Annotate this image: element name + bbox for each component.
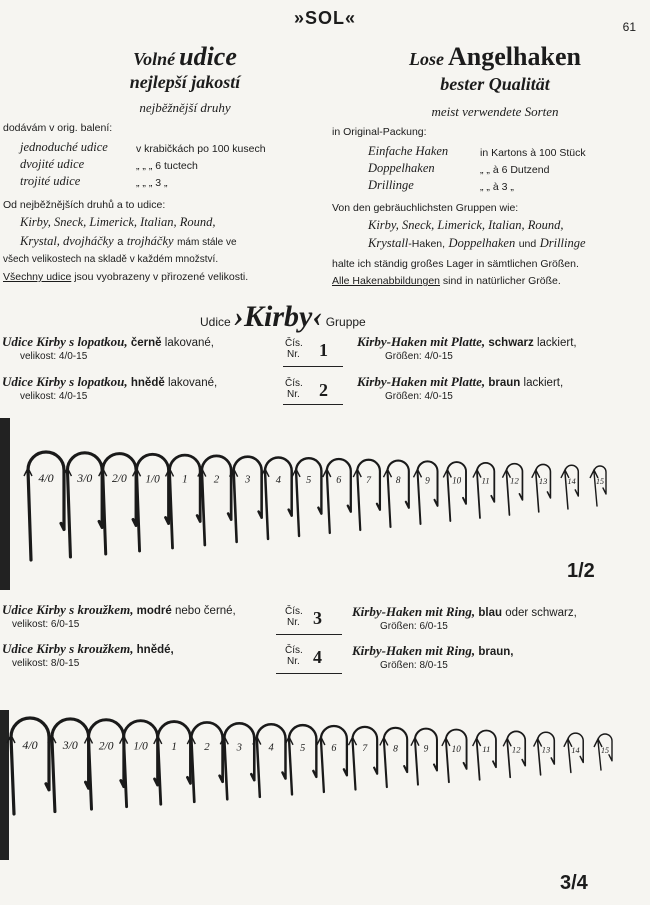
hook-size-label: 15 bbox=[601, 746, 609, 755]
product-1-cs-size: velikost: 4/0-15 bbox=[20, 351, 88, 362]
hook-7 bbox=[353, 460, 380, 530]
nr-label-cs: Čís. bbox=[285, 606, 303, 617]
kirby-label-left: Udice bbox=[200, 315, 231, 329]
hook-15 bbox=[590, 466, 606, 506]
panel-edge-strip bbox=[0, 710, 9, 860]
product-3-de-size: Größen: 6/0-15 bbox=[380, 621, 448, 632]
nr-number: 3 bbox=[313, 608, 322, 628]
hook-shape bbox=[158, 722, 191, 805]
nr-number: 2 bbox=[319, 380, 328, 400]
de-note-underlined: Alle Hakenabbildungen bbox=[332, 275, 440, 287]
hook-8 bbox=[380, 728, 407, 787]
cs-row-3-item: trojité udice bbox=[20, 174, 81, 188]
cs-row-3-text: „ „ „ 3 „ bbox=[136, 177, 168, 189]
de-note bbox=[332, 275, 561, 287]
hook-1 bbox=[154, 722, 191, 805]
hook-shape bbox=[224, 723, 254, 799]
product-4-cs-name: Udice Kirby s kroužkem, bbox=[2, 641, 134, 656]
hook-shape bbox=[202, 456, 231, 545]
product-2-de-size: Größen: 4/0-15 bbox=[385, 391, 453, 402]
product-3-cs-name: Udice Kirby s kroužkem, bbox=[2, 602, 134, 617]
hook-shape bbox=[11, 718, 49, 814]
hook-shape bbox=[536, 464, 551, 512]
hook-shape bbox=[170, 455, 201, 548]
hook-size-label: 11 bbox=[482, 744, 491, 755]
product-2-nr bbox=[283, 378, 343, 414]
cs-subtitle: nejlepší jakostí bbox=[129, 72, 241, 92]
nr-rule bbox=[283, 366, 343, 367]
hook-15 bbox=[594, 734, 612, 770]
product-2-de-color: braun bbox=[488, 377, 521, 389]
hook-shape bbox=[477, 463, 494, 518]
product-3-cs-finish: nebo černé, bbox=[175, 605, 236, 617]
cs-supply-line: dodávám v orig. balení: bbox=[3, 122, 113, 134]
product-2-cs bbox=[2, 374, 217, 390]
hook-6 bbox=[323, 459, 351, 533]
de-groups-1: Kirby, Sneck, Limerick, Italian, Round, bbox=[368, 218, 564, 232]
de-row-1-item: Einfache Haken bbox=[368, 144, 449, 158]
de-title bbox=[340, 42, 650, 72]
cs-title bbox=[60, 42, 310, 72]
hook-shape bbox=[446, 730, 467, 783]
product-2-de-finish: lackiert, bbox=[523, 377, 564, 389]
product-1-de-name: Kirby-Haken mit Platte, bbox=[357, 334, 486, 349]
hook-3-0 bbox=[63, 453, 102, 557]
product-4-nr bbox=[283, 645, 343, 681]
product-4-cs-size: velikost: 8/0-15 bbox=[12, 658, 80, 669]
hook-shape bbox=[103, 454, 136, 554]
hook-7 bbox=[348, 727, 377, 790]
hook-shape bbox=[384, 728, 407, 787]
hook-13 bbox=[532, 464, 551, 512]
hook-10 bbox=[442, 730, 467, 783]
hook-8 bbox=[383, 461, 408, 527]
product-2-cs-name: Udice Kirby s lopatkou, bbox=[2, 374, 128, 389]
hook-size-label: 2 bbox=[213, 473, 220, 486]
scale-label-2: 3/4 bbox=[560, 872, 588, 894]
product-1-cs-color: černě bbox=[130, 337, 162, 349]
hook-shape bbox=[357, 460, 380, 530]
cs-title-a: Volné bbox=[133, 49, 176, 69]
hook-size-label: 6 bbox=[331, 743, 337, 754]
de-groups-2-e: Drillinge bbox=[539, 236, 586, 250]
hook-11 bbox=[473, 730, 496, 779]
product-4-cs-color: hnědé, bbox=[136, 644, 174, 656]
hook-size-label: 14 bbox=[571, 745, 580, 755]
product-3-de-name: Kirby-Haken mit Ring, bbox=[352, 604, 476, 619]
hook-shape bbox=[321, 726, 347, 792]
cs-groups-2-and: a bbox=[117, 236, 124, 248]
de-tagline: meist verwendete Sorten bbox=[431, 104, 559, 119]
cs-note-underlined: Všechny udice bbox=[3, 271, 72, 283]
product-1-cs bbox=[2, 334, 214, 350]
hook-14 bbox=[564, 733, 583, 772]
hook-shape bbox=[52, 719, 89, 812]
hook-size-label: 4/0 bbox=[22, 738, 38, 752]
de-note-rest: sind in natürlicher Größe. bbox=[442, 275, 561, 287]
de-row-2-text: „ „ à 6 Dutzend bbox=[480, 164, 550, 176]
product-3-cs-size: velikost: 6/0-15 bbox=[12, 619, 80, 630]
hook-2-0 bbox=[99, 454, 136, 554]
product-3-de-color: blau bbox=[478, 607, 502, 619]
cs-row-2-text: „ „ „ 6 tuctech bbox=[136, 160, 198, 172]
product-2-cs-size: velikost: 4/0-15 bbox=[20, 391, 88, 402]
hook-panel-2 bbox=[0, 700, 650, 900]
hook-size-label: 8 bbox=[395, 475, 401, 487]
nr-label-cs: Čís. bbox=[285, 378, 303, 389]
hook-shape bbox=[257, 724, 286, 797]
hook-size-label: 2/0 bbox=[112, 473, 127, 486]
nr-label-de: Nr. bbox=[287, 617, 300, 628]
hook-shape bbox=[387, 461, 408, 527]
hook-size-label: 3/0 bbox=[62, 739, 78, 753]
hook-size-label: 4/0 bbox=[38, 471, 54, 485]
nr-label-de: Nr. bbox=[287, 349, 300, 360]
product-3-de-finish: oder schwarz, bbox=[505, 607, 577, 619]
hook-size-label: 5 bbox=[306, 474, 312, 486]
product-1-de-finish: lackiert, bbox=[536, 337, 577, 349]
product-2-cs-finish: lakované, bbox=[167, 377, 218, 389]
hook-shape bbox=[506, 464, 522, 515]
product-4-de-name: Kirby-Haken mit Ring, bbox=[352, 643, 476, 658]
nr-number: 1 bbox=[319, 340, 328, 360]
hook-shape bbox=[352, 727, 377, 790]
hook-shape bbox=[67, 453, 102, 557]
hook-4 bbox=[253, 724, 286, 797]
hook-size-label: 4 bbox=[268, 742, 274, 754]
de-groups-2-b: -Haken, bbox=[408, 238, 446, 250]
product-1-de-color: schwarz bbox=[488, 337, 534, 349]
de-groups-2-c: Doppelhaken bbox=[448, 236, 516, 250]
hook-3 bbox=[230, 457, 262, 542]
de-groups-line: Von den gebräuchlichsten Gruppen wie: bbox=[332, 202, 519, 214]
hook-5 bbox=[292, 458, 321, 536]
hook-13 bbox=[534, 732, 555, 775]
de-row-1-text: in Kartons à 100 Stück bbox=[480, 147, 586, 159]
hook-illustration-1 bbox=[0, 418, 650, 590]
hook-shape bbox=[28, 452, 64, 560]
product-4-cs bbox=[2, 641, 174, 657]
kirby-label-right: Gruppe bbox=[325, 315, 366, 329]
hook-2-0 bbox=[84, 720, 123, 809]
page-number: 61 bbox=[622, 20, 636, 34]
de-groups-2-d: und bbox=[518, 238, 537, 250]
nr-rule bbox=[283, 404, 343, 405]
nr-label-cs: Čís. bbox=[285, 338, 303, 349]
hook-shape bbox=[88, 720, 123, 809]
cs-tagline: nejběžnější druhy bbox=[139, 100, 231, 115]
cs-groups-2-end: trojháčky bbox=[126, 234, 174, 248]
hook-9 bbox=[411, 729, 437, 785]
hook-9 bbox=[414, 461, 438, 524]
hook-2 bbox=[198, 456, 231, 545]
nr-label-de: Nr. bbox=[287, 656, 300, 667]
cs-row-2-item: dvojité udice bbox=[20, 157, 85, 171]
cs-stock-line: všech velikostech na skladě v každém množství. bbox=[3, 254, 219, 265]
product-1-nr bbox=[283, 338, 343, 374]
de-row-3-text: „ „ à 3 „ bbox=[480, 181, 514, 193]
hook-size-label: 3 bbox=[244, 474, 251, 486]
hook-size-label: 5 bbox=[300, 742, 306, 754]
hook-size-label: 2/0 bbox=[98, 740, 114, 753]
kirby-word: ›Kirby‹ bbox=[234, 300, 323, 333]
cs-note-rest: jsou vyobrazeny v přirozené velikosti. bbox=[74, 271, 249, 283]
hook-size-label: 1 bbox=[182, 473, 188, 486]
hook-shape bbox=[289, 725, 316, 794]
hook-shape bbox=[418, 461, 438, 524]
hook-size-label: 7 bbox=[366, 475, 372, 487]
hook-shape bbox=[594, 466, 606, 506]
hook-12 bbox=[503, 731, 525, 777]
hook-size-label: 14 bbox=[567, 476, 576, 486]
product-2-cs-color: hnědě bbox=[130, 377, 165, 389]
nr-label-de: Nr. bbox=[287, 389, 300, 400]
hook-panel-1 bbox=[0, 418, 650, 590]
scale-label-1: 1/2 bbox=[567, 560, 595, 582]
hook-shape bbox=[296, 458, 321, 536]
cs-groups-2-tail: mám stále ve bbox=[177, 237, 237, 248]
hook-size-label: 1/0 bbox=[145, 473, 160, 486]
hook-size-label: 10 bbox=[451, 743, 461, 754]
de-title-a: Lose bbox=[409, 49, 445, 69]
hook-size-label: 8 bbox=[393, 743, 398, 755]
product-3-cs-color: modré bbox=[136, 605, 172, 617]
hook-14 bbox=[561, 465, 578, 509]
de-groups-2 bbox=[368, 236, 586, 251]
product-1-cs-finish: lakované, bbox=[164, 337, 214, 349]
cs-row-1-item: jednoduché udice bbox=[20, 140, 108, 154]
cs-groups-2 bbox=[20, 234, 237, 249]
hook-1-0 bbox=[133, 454, 169, 551]
hook-size-label: 15 bbox=[596, 477, 604, 486]
hook-11 bbox=[473, 463, 494, 518]
de-supply-line: in Original-Packung: bbox=[332, 126, 427, 138]
hook-size-label: 6 bbox=[336, 475, 342, 486]
product-1-cs-name: Udice Kirby s lopatkou, bbox=[2, 334, 128, 349]
hook-shape bbox=[124, 721, 158, 807]
hook-size-label: 9 bbox=[423, 744, 429, 755]
product-2-de-name: Kirby-Haken mit Platte, bbox=[357, 374, 486, 389]
product-1-de bbox=[357, 334, 577, 350]
hook-shape bbox=[327, 459, 351, 533]
hook-shape bbox=[447, 462, 466, 521]
cs-groups-2-italic: Krystal, dvojháčky bbox=[20, 234, 114, 248]
hook-size-label: 13 bbox=[538, 475, 548, 486]
product-3-cs bbox=[2, 602, 236, 618]
hook-3 bbox=[220, 723, 254, 799]
de-title-b: Angelhaken bbox=[448, 42, 581, 71]
hook-1 bbox=[166, 455, 201, 548]
hook-size-label: 1 bbox=[171, 740, 177, 753]
product-4-de-size: Größen: 8/0-15 bbox=[380, 660, 448, 671]
hook-size-label: 4 bbox=[275, 474, 281, 486]
hook-size-label: 12 bbox=[510, 475, 519, 486]
hook-size-label: 1/0 bbox=[133, 740, 148, 753]
kirby-heading bbox=[200, 300, 366, 334]
product-3-nr bbox=[283, 606, 343, 642]
hook-size-label: 12 bbox=[511, 744, 521, 755]
nr-rule bbox=[276, 673, 342, 674]
cs-row-1-text: v krabičkách po 100 kusech bbox=[136, 143, 266, 155]
hook-shape bbox=[415, 729, 437, 785]
brand-title: »SOL« bbox=[293, 8, 357, 28]
hook-shape bbox=[565, 465, 578, 509]
hook-size-label: 3 bbox=[236, 742, 242, 754]
hook-10 bbox=[443, 462, 466, 521]
hook-shape bbox=[477, 730, 496, 779]
de-row-3-item: Drillinge bbox=[368, 178, 414, 192]
hook-2 bbox=[187, 722, 222, 801]
hook-shape bbox=[265, 457, 292, 539]
cs-groups-1: Kirby, Sneck, Limerick, Italian, Round, bbox=[20, 215, 216, 229]
product-3-de bbox=[352, 604, 577, 620]
hook-5 bbox=[285, 725, 316, 794]
nr-number: 4 bbox=[313, 647, 322, 667]
hook-1-0 bbox=[120, 721, 158, 807]
hook-size-label: 2 bbox=[204, 741, 210, 754]
hook-size-label: 10 bbox=[452, 475, 462, 486]
product-2-de bbox=[357, 374, 563, 390]
product-4-de bbox=[352, 643, 514, 659]
de-groups-2-a: Krystall bbox=[368, 236, 409, 250]
cs-groups-line: Od nejběžnějších druhů a to udice: bbox=[3, 199, 166, 211]
hook-size-label: 11 bbox=[481, 475, 490, 486]
hook-size-label: 9 bbox=[425, 476, 430, 487]
nr-label-cs: Čís. bbox=[285, 645, 303, 656]
de-stock-line: halte ich ständig großes Lager in sämtlichen Größen. bbox=[332, 258, 579, 270]
hook-6 bbox=[317, 726, 347, 792]
hook-shape bbox=[234, 457, 262, 542]
panel-edge-strip bbox=[0, 418, 10, 590]
hook-size-label: 3/0 bbox=[77, 472, 93, 486]
hook-12 bbox=[502, 464, 522, 515]
hook-shape bbox=[191, 722, 222, 801]
cs-title-b: udice bbox=[179, 42, 237, 71]
hook-illustration-2 bbox=[0, 700, 650, 900]
hook-4-0 bbox=[7, 718, 49, 814]
de-subtitle: bester Qualität bbox=[440, 74, 550, 94]
cs-note bbox=[3, 271, 248, 283]
hook-4-0 bbox=[24, 452, 64, 560]
hook-size-label: 7 bbox=[362, 743, 368, 755]
hook-shape bbox=[137, 454, 169, 551]
product-4-de-color: braun, bbox=[478, 646, 514, 658]
hook-3-0 bbox=[48, 719, 89, 812]
nr-rule bbox=[276, 634, 342, 635]
product-1-de-size: Größen: 4/0-15 bbox=[385, 351, 453, 362]
hook-4 bbox=[261, 457, 292, 539]
de-row-2-item: Doppelhaken bbox=[368, 161, 435, 175]
hook-size-label: 13 bbox=[541, 744, 551, 755]
